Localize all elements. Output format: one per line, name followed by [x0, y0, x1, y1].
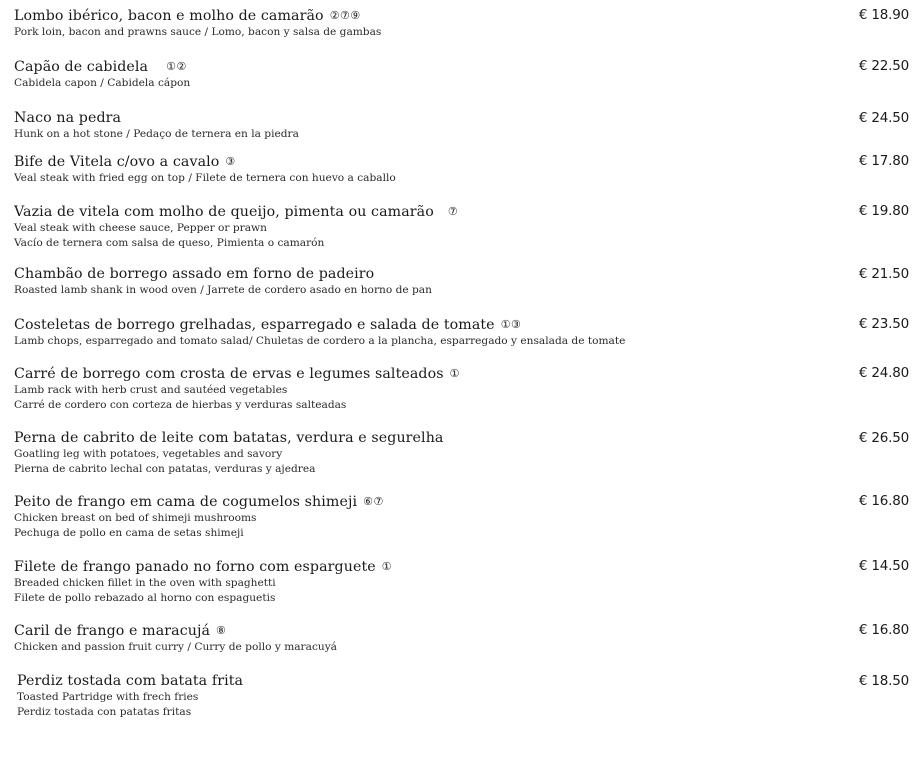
- dish-name: Perna de cabrito de leite com batatas, verdura e segurelha: [14, 430, 444, 446]
- dish-description: Goatling leg with potatoes, vegetables and savory: [14, 448, 283, 460]
- dish-name: Chambão de borrego assado em forno de padeiro: [14, 266, 375, 282]
- dish-name-line: [14, 430, 794, 447]
- dish-price: € 21.50: [858, 266, 909, 282]
- dish-name-line: [14, 493, 794, 511]
- dish-name: Bife de Vitela c/ovo a cavalo: [14, 154, 220, 170]
- dish-name-line: [14, 316, 794, 334]
- dish-price: € 22.50: [858, 58, 909, 74]
- dish-description: Perdiz tostada con patatas fritas: [17, 706, 192, 718]
- allergen-codes: ③: [225, 155, 236, 168]
- dish-name: Capão de cabidela: [14, 59, 149, 75]
- allergen-codes: ⑥⑦: [363, 495, 384, 508]
- dish-name-line: [14, 58, 794, 76]
- allergen-codes: ①: [381, 560, 393, 573]
- dish-name-line: [14, 558, 794, 576]
- dish-name: Costeletas de borrego grelhadas, esparregado e salada de tomate: [14, 317, 495, 333]
- dish-name: Perdiz tostada com batata frita: [17, 673, 244, 689]
- allergen-codes: ⑧: [216, 624, 227, 637]
- dish-name: Naco na pedra: [14, 110, 122, 126]
- allergen-codes: ①②: [166, 60, 187, 73]
- dish-description: Hunk on a hot stone / Pedaço de ternera en la piedra: [14, 128, 299, 140]
- dish-description: Lamb rack with herb crust and sautéed vegetables: [14, 384, 288, 396]
- menu-item: [14, 153, 794, 186]
- menu-item: [14, 7, 794, 40]
- dish-price: € 19.80: [858, 203, 909, 219]
- dish-price: € 24.50: [858, 110, 909, 126]
- dish-description: Pechuga de pollo en cama de setas shimeji: [14, 527, 244, 539]
- menu-item: [14, 110, 794, 142]
- dish-name: Filete de frango panado no forno com esparguete: [14, 559, 376, 575]
- dish-name-line: [14, 622, 794, 640]
- dish-description: Filete de pollo rebazado al horno con espaguetis: [14, 592, 276, 604]
- dish-description: Pierna de cabrito lechal con patatas, verduras y ajedrea: [14, 463, 316, 475]
- dish-name: Caril de frango e maracujá: [14, 623, 211, 639]
- dish-description: Veal steak with fried egg on top / Filete de ternera con huevo a caballo: [14, 172, 396, 184]
- dish-price: € 16.80: [858, 493, 909, 509]
- dish-price: € 18.90: [858, 7, 909, 23]
- dish-description: Toasted Partridge with frech fries: [17, 691, 199, 703]
- dish-name: Vazia de vitela com molho de queijo, pimenta ou camarão: [14, 204, 434, 220]
- dish-name-line: [14, 110, 794, 127]
- allergen-codes: ⑦: [447, 205, 459, 218]
- dish-description: Veal steak with cheese sauce, Pepper or prawn: [14, 222, 267, 234]
- dish-price: € 26.50: [858, 430, 909, 446]
- menu-item: [14, 622, 794, 655]
- dish-name-line: [14, 365, 794, 383]
- menu-item: [14, 493, 794, 541]
- dish-description: Breaded chicken fillet in the oven with spaghetti: [14, 577, 276, 589]
- dish-description: Chicken breast on bed of shimeji mushrooms: [14, 512, 257, 524]
- dish-name-line: [14, 7, 794, 25]
- dish-description: Carré de cordero con corteza de hierbas y verduras salteadas: [14, 399, 347, 411]
- dish-name-line: [14, 266, 794, 283]
- dish-description: Vacío de ternera com salsa de queso, Pimienta o camarón: [14, 237, 325, 249]
- dish-name-line: [14, 203, 794, 221]
- allergen-codes: ①③: [500, 318, 522, 331]
- dish-name-line: [14, 153, 794, 171]
- menu-item: [14, 316, 794, 349]
- allergen-codes: ①: [449, 367, 460, 380]
- dish-description: Cabidela capon / Cabidela cápon: [14, 77, 191, 89]
- menu-item: [14, 266, 794, 298]
- dish-price: € 23.50: [858, 316, 909, 332]
- dish-price: € 16.80: [858, 622, 909, 638]
- menu-item: [14, 203, 794, 251]
- menu-item: [14, 430, 794, 477]
- allergen-codes: ②⑦⑨: [329, 9, 361, 22]
- dish-description: Roasted lamb shank in wood oven / Jarrete de cordero asado en horno de pan: [14, 284, 432, 296]
- dish-name: Carré de borrego com crosta de ervas e legumes salteados: [14, 366, 444, 382]
- dish-description: Lamb chops, esparregado and tomato salad/ Chuletas de cordero a la plancha, esparregado y ensalada de tomate: [14, 335, 626, 347]
- menu-item: [17, 673, 797, 720]
- menu-item: [14, 365, 794, 413]
- dish-price: € 17.80: [858, 153, 909, 169]
- menu-item: [14, 58, 794, 91]
- dish-price: € 18.50: [858, 673, 909, 689]
- menu-item: [14, 558, 794, 606]
- dish-price: € 14.50: [858, 558, 909, 574]
- dish-description: Chicken and passion fruit curry / Curry de pollo y maracuyá: [14, 641, 337, 653]
- dish-name: Peito de frango em cama de cogumelos shimeji: [14, 494, 358, 510]
- dish-name: Lombo ibérico, bacon e molho de camarão: [14, 8, 324, 24]
- dish-description: Pork loin, bacon and prawns sauce / Lomo, bacon y salsa de gambas: [14, 26, 382, 38]
- dish-name-line: [17, 673, 797, 690]
- dish-price: € 24.80: [858, 365, 909, 381]
